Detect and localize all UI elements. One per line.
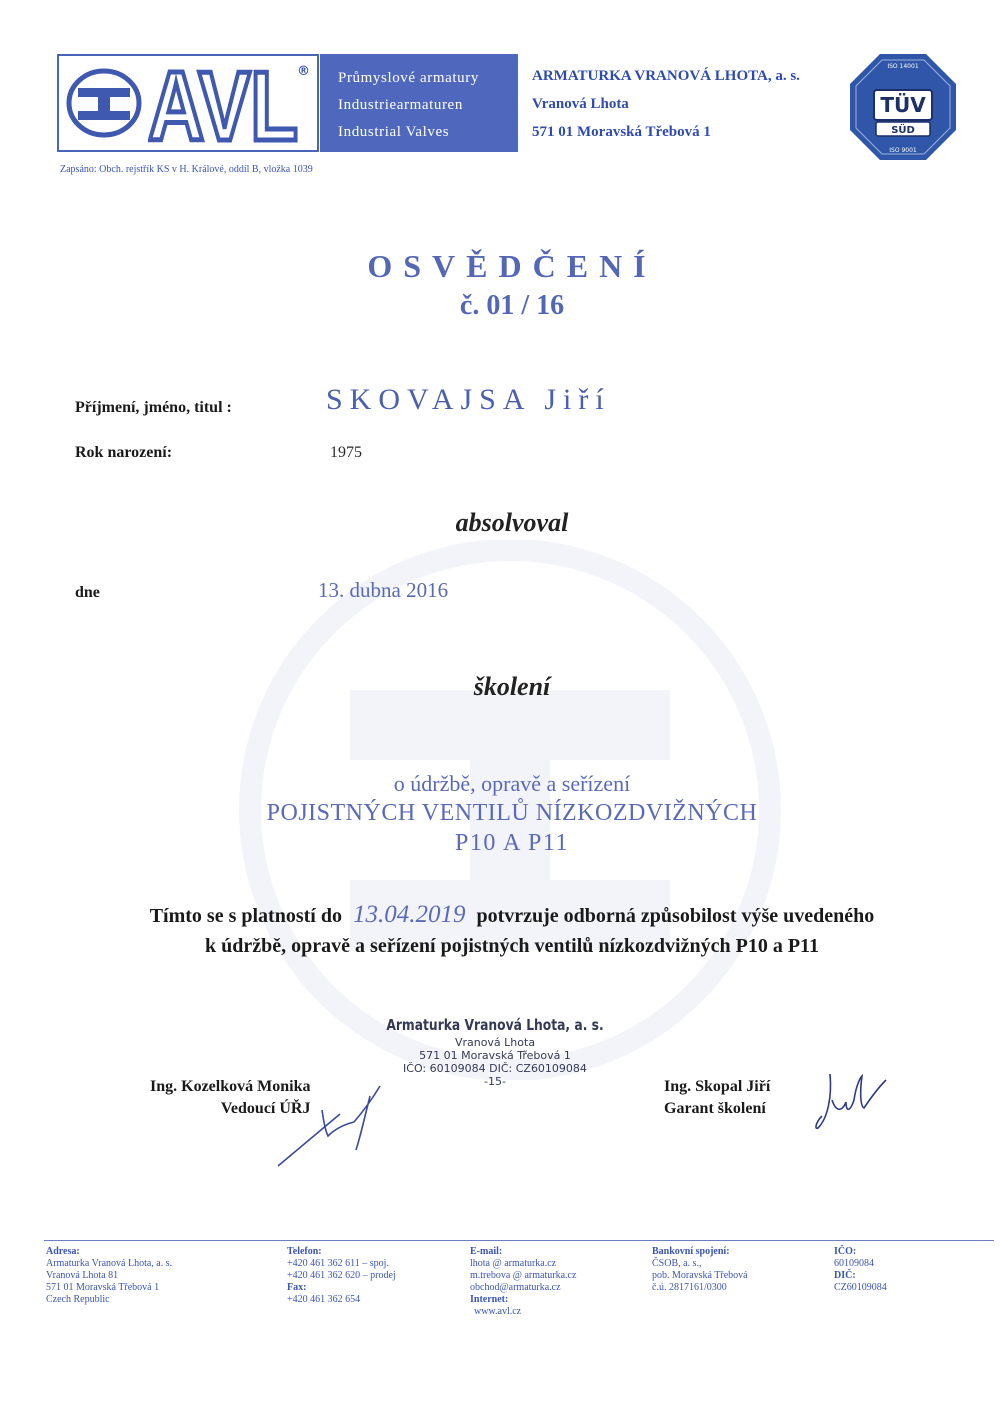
registration-note: Zapsáno: Obch. rejstřík KS v H. Králové, oddíl B, vložka 1039 bbox=[60, 164, 313, 175]
validity-pre: Tímto se s platností do bbox=[149, 905, 342, 927]
company-name: ARMATURKA VRANOVÁ LHOTA, a. s. bbox=[532, 68, 800, 84]
stamp-line: 571 01 Moravská Třebová 1 bbox=[419, 1049, 571, 1062]
course-description bbox=[0, 770, 1000, 858]
validity-statement bbox=[0, 900, 1000, 961]
footer-email-line[interactable]: m.trebova @ armaturka.cz bbox=[470, 1270, 577, 1281]
signature-right bbox=[810, 1066, 890, 1136]
footer-address-line: Czech Republic bbox=[46, 1294, 110, 1305]
birth-label: Rok narození: bbox=[75, 444, 173, 461]
footer-bank bbox=[652, 1246, 748, 1294]
footer-email-heading: E-mail: bbox=[470, 1246, 503, 1257]
registered-mark: ® bbox=[297, 64, 310, 79]
footer-address-line: 571 01 Moravská Třebová 1 bbox=[46, 1282, 160, 1293]
svg-text:ISO 9001: ISO 9001 bbox=[889, 147, 917, 154]
footer-bank-line: ČSOB, a. s., bbox=[652, 1258, 702, 1269]
tuv-badge-icon bbox=[848, 52, 958, 162]
tagline-en: Industrial Valves bbox=[338, 124, 450, 140]
signer-right-name: Ing. Skopal Jiří bbox=[664, 1078, 771, 1095]
course-line-1: o údržbě, opravě a seřízení bbox=[393, 771, 631, 796]
valve-logo-icon bbox=[66, 68, 142, 138]
footer-phone-line: +420 461 362 611 – spoj. bbox=[287, 1258, 389, 1269]
footer-address-heading: Adresa: bbox=[46, 1246, 80, 1257]
footer-divider bbox=[44, 1240, 994, 1241]
tagline-box bbox=[320, 54, 518, 152]
footer-internet-heading: Internet: bbox=[470, 1294, 509, 1305]
date-label: dne bbox=[75, 584, 100, 601]
name-label: Příjmení, jméno, titul : bbox=[75, 399, 232, 416]
name-value: SKOVAJSA Jiří bbox=[326, 383, 611, 416]
footer-ids bbox=[834, 1246, 887, 1294]
tagline-cz: Průmyslové armatury bbox=[338, 70, 479, 86]
signer-right bbox=[664, 1076, 770, 1120]
signature-left bbox=[270, 1080, 390, 1170]
birth-value: 1975 bbox=[330, 444, 362, 461]
footer-fax-line: +420 461 362 654 bbox=[287, 1294, 361, 1305]
course-line-3: P10 A P11 bbox=[455, 830, 569, 856]
certificate-title: OSVĚDČENÍ bbox=[367, 248, 657, 284]
completed-text: absolvoval bbox=[455, 508, 569, 537]
avl-logo bbox=[148, 58, 310, 148]
footer-phone bbox=[287, 1246, 396, 1306]
svg-text:AVL: AVL bbox=[148, 58, 298, 148]
footer-email-line[interactable]: obchod@armaturka.cz bbox=[470, 1282, 561, 1293]
footer-address-line: Vranová Lhota 81 bbox=[46, 1270, 119, 1281]
signer-right-role: Garant školení bbox=[664, 1100, 766, 1117]
company-city: 571 01 Moravská Třebová 1 bbox=[532, 124, 711, 140]
footer-address bbox=[46, 1246, 172, 1306]
footer-ico-value: 60109084 bbox=[834, 1258, 874, 1269]
stamp-line: IČO: 60109084 DIČ: CZ60109084 bbox=[403, 1062, 587, 1075]
validity-line-1 bbox=[0, 900, 1000, 931]
tagline-de: Industriearmaturen bbox=[338, 97, 463, 113]
footer-dic-value: CZ60109084 bbox=[834, 1282, 887, 1293]
footer-phone-line: +420 461 362 620 – prodej bbox=[287, 1270, 396, 1281]
footer-phone-heading: Telefon: bbox=[287, 1246, 322, 1257]
footer-bank-line: č.ú. 2817161/0300 bbox=[652, 1282, 727, 1293]
footer-dic-heading: DIČ: bbox=[834, 1270, 856, 1281]
footer-website[interactable]: www.avl.cz bbox=[474, 1306, 522, 1317]
footer-email-line[interactable]: lhota @ armaturka.cz bbox=[470, 1258, 557, 1269]
stamp-line: -15- bbox=[484, 1075, 506, 1088]
svg-text:TÜV: TÜV bbox=[880, 93, 926, 117]
svg-text:SÜD: SÜD bbox=[891, 125, 915, 136]
footer-ico-heading: IČO: bbox=[834, 1246, 857, 1257]
stamp-company: Armaturka Vranová Lhota, a. s. bbox=[386, 1016, 604, 1034]
signer-left-name: Ing. Kozelková Monika bbox=[150, 1078, 311, 1095]
footer-email bbox=[470, 1246, 576, 1318]
signer-left-role: Vedoucí ÚŘJ bbox=[220, 1100, 311, 1117]
footer-bank-line: pob. Moravská Třebová bbox=[652, 1270, 748, 1281]
stamp-line: Vranová Lhota bbox=[454, 1036, 536, 1049]
footer-fax-heading: Fax: bbox=[287, 1282, 307, 1293]
date-value: 13. dubna 2016 bbox=[318, 578, 449, 602]
training-heading: školení bbox=[473, 672, 551, 701]
course-line-2: POJISTNÝCH VENTILŮ NÍZKOZDVIŽNÝCH bbox=[266, 800, 758, 826]
svg-text:ISO 14001: ISO 14001 bbox=[887, 63, 919, 70]
company-street: Vranová Lhota bbox=[532, 96, 629, 112]
certificate-number: č. 01 / 16 bbox=[459, 290, 565, 321]
validity-post: potvrzuje odborná způsobilost výše uvedeného bbox=[476, 905, 875, 927]
company-address bbox=[532, 62, 800, 146]
footer-bank-heading: Bankovní spojení: bbox=[652, 1246, 730, 1257]
validity-line-2: k údržbě, opravě a seřízení pojistných ventilů nízkozdvižných P10 a P11 bbox=[205, 935, 819, 957]
footer-address-line: Armaturka Vranová Lhota, a. s. bbox=[46, 1258, 173, 1269]
validity-date: 13.04.2019 bbox=[352, 901, 466, 928]
